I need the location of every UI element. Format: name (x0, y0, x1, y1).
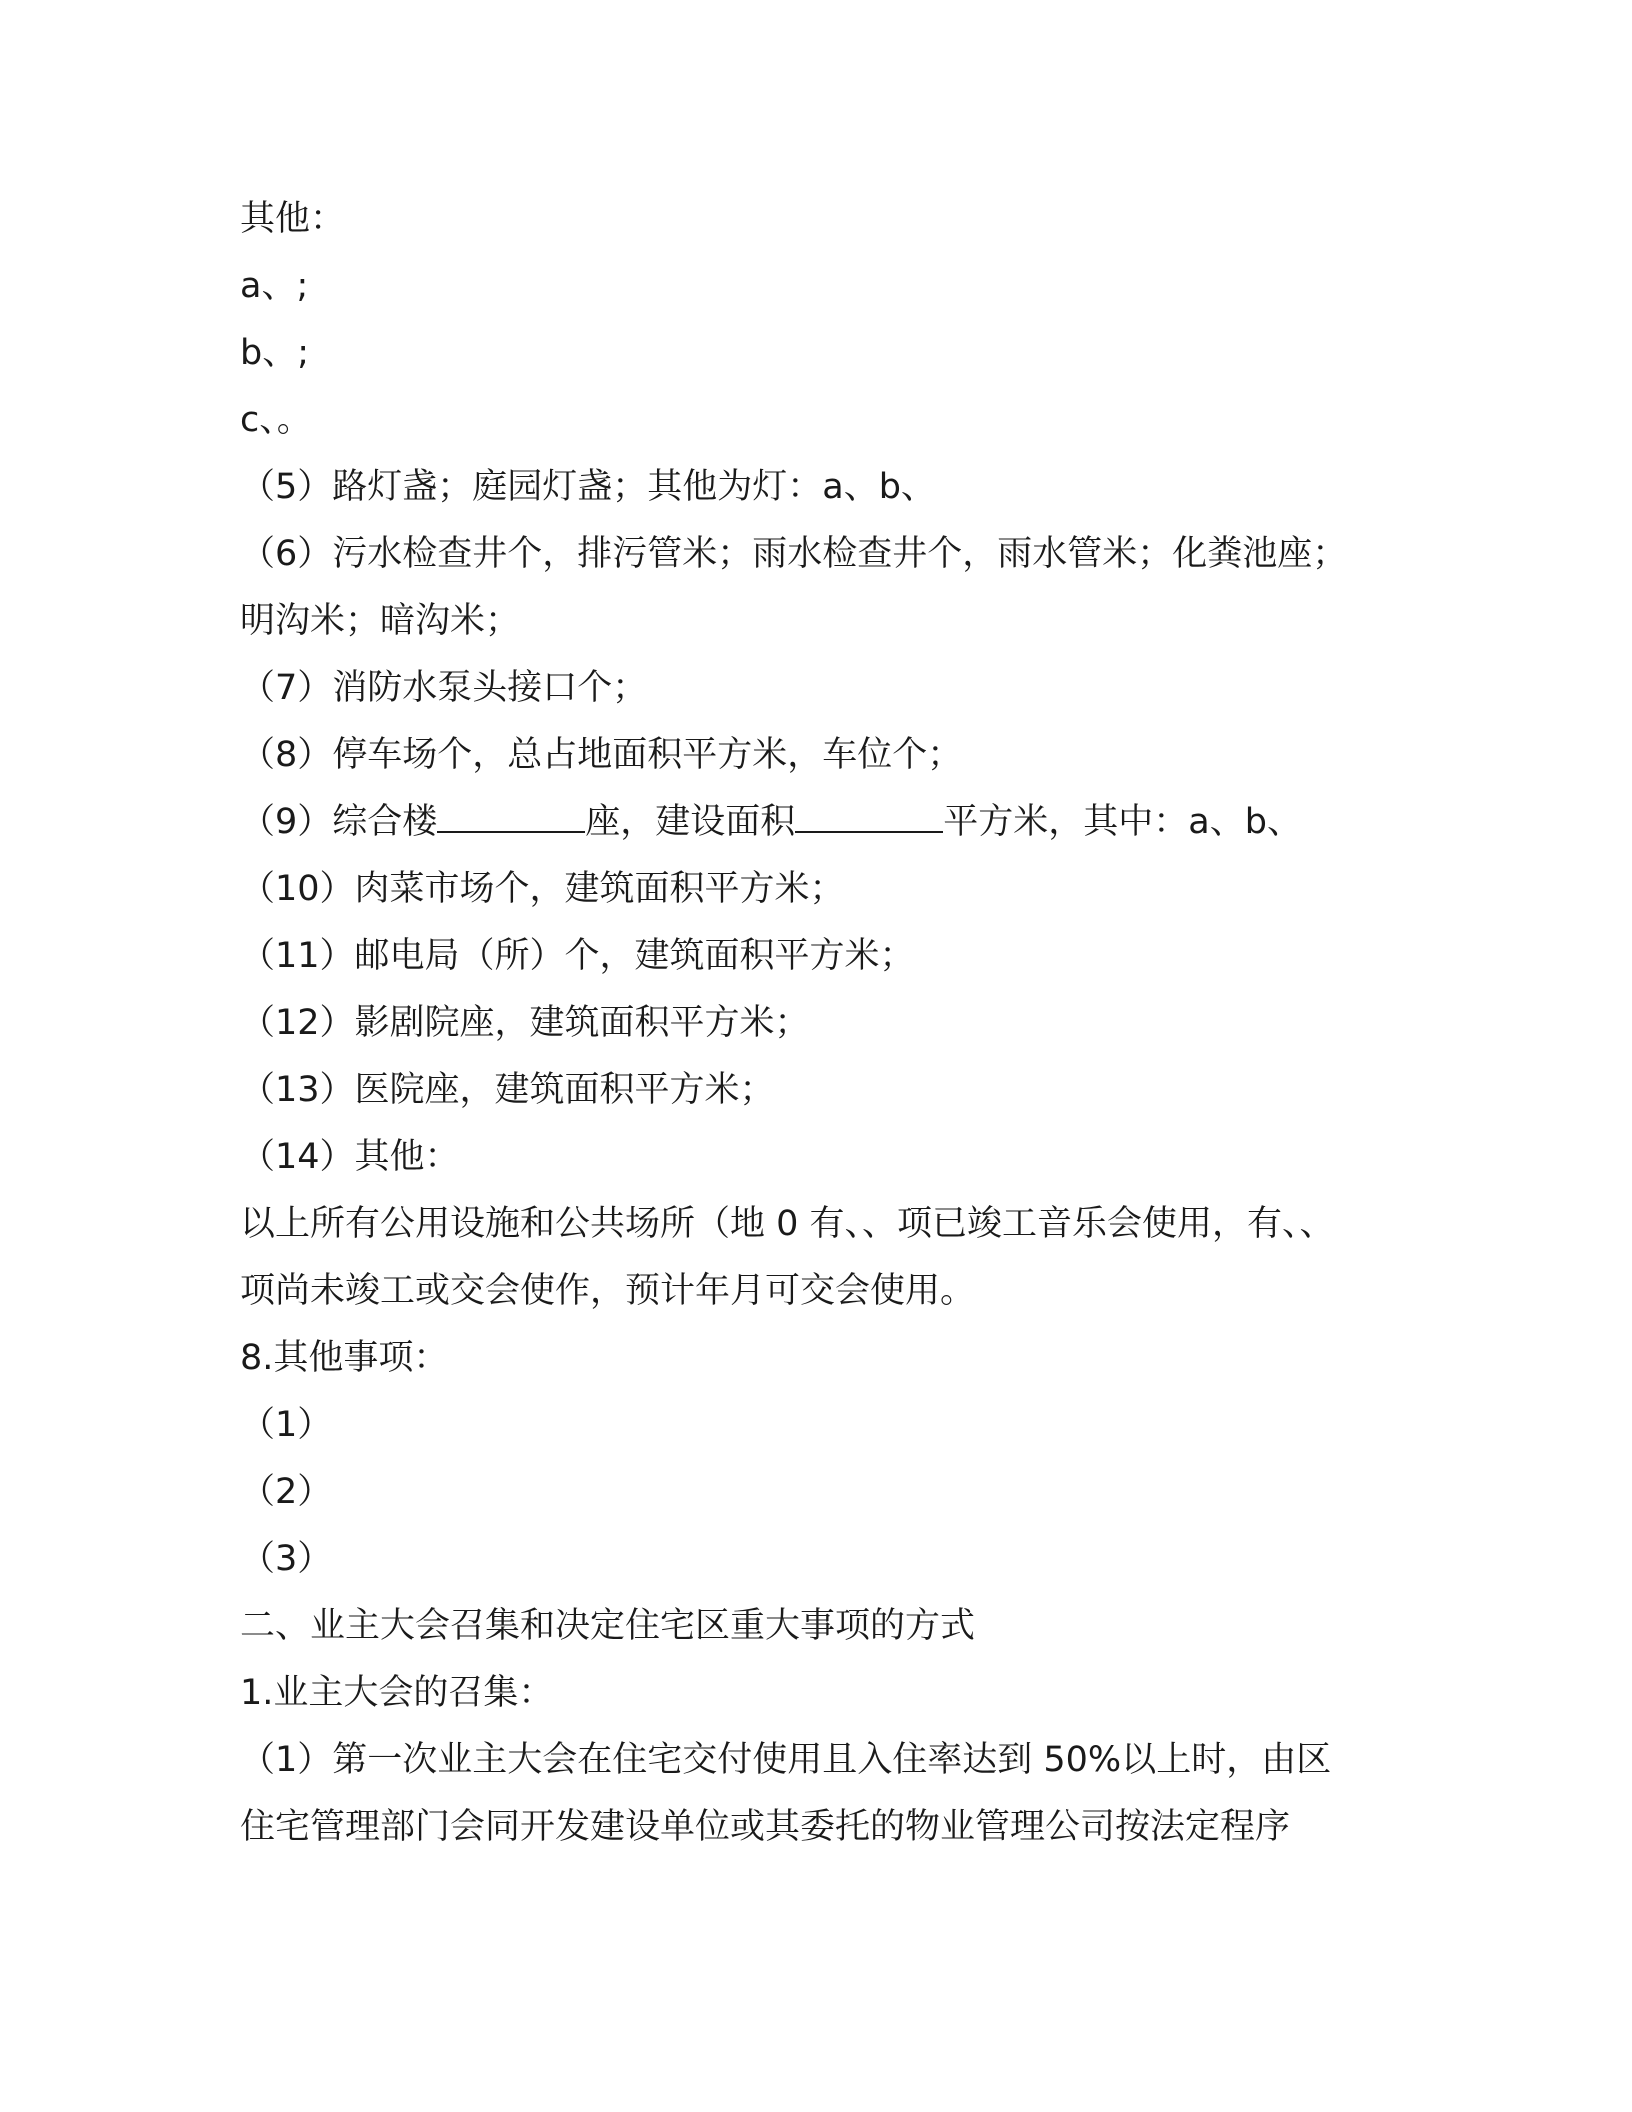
chapter-heading: 二、业主大会召集和决定住宅区重大事项的方式 (240, 1606, 976, 1646)
list-item-6: （6）污水检查井个，排污管米；雨水检查井个，雨水管米；化粪池座； (240, 534, 1348, 574)
list-item-9-part-2: 座，建设面积 (585, 802, 796, 842)
list-item-11: （11）邮电局（所）个，建筑面积平方米； (240, 936, 915, 976)
paragraph-line: 住宅管理部门会同开发建设单位或其委托的物业管理公司按法定程序 (240, 1807, 1291, 1847)
list-item-5: （5）路灯盏；庭园灯盏；其他为灯：a、b、 (240, 467, 936, 507)
list-item-7: （7）消防水泵头接口个； (240, 668, 648, 708)
text-line: b、; (240, 333, 310, 373)
list-item: （3） (240, 1539, 333, 1579)
text-line: a、; (240, 266, 309, 306)
list-item-13: （13）医院座，建筑面积平方米； (240, 1070, 775, 1110)
list-item: （1） (240, 1405, 333, 1445)
document-body (240, 186, 1410, 1861)
text-line: 其他： (240, 199, 346, 239)
fill-in-blank (795, 801, 943, 833)
list-item-9 (240, 789, 1410, 856)
text-line: c、。 (240, 400, 312, 440)
section-heading: 8.其他事项： (240, 1338, 449, 1378)
paragraph-line: 项尚未竣工或交会使作，预计年月可交会使用。 (240, 1271, 976, 1311)
section-heading: 1.业主大会的召集： (240, 1673, 554, 1713)
list-item-8: （8）停车场个，总占地面积平方米，车位个； (240, 735, 963, 775)
list-item: （2） (240, 1472, 333, 1512)
paragraph-line: 以上所有公用设施和公共场所（地 0 有、、项已竣工音乐会使用，有、、 (240, 1204, 1335, 1244)
list-item-9-part-3: 平方米，其中：a、b、 (943, 802, 1302, 842)
fill-in-blank (437, 801, 585, 833)
paragraph-line: （1）第一次业主大会在住宅交付使用且入住率达到 50%以上时，由区 (240, 1740, 1332, 1780)
text-line: 明沟米；暗沟米； (240, 601, 521, 641)
list-item-14: （14）其他： (240, 1137, 460, 1177)
list-item-9-part-1: （9）综合楼 (240, 802, 438, 842)
list-item-10: （10）肉菜市场个，建筑面积平方米； (240, 869, 845, 909)
list-item-12: （12）影剧院座，建筑面积平方米； (240, 1003, 810, 1043)
